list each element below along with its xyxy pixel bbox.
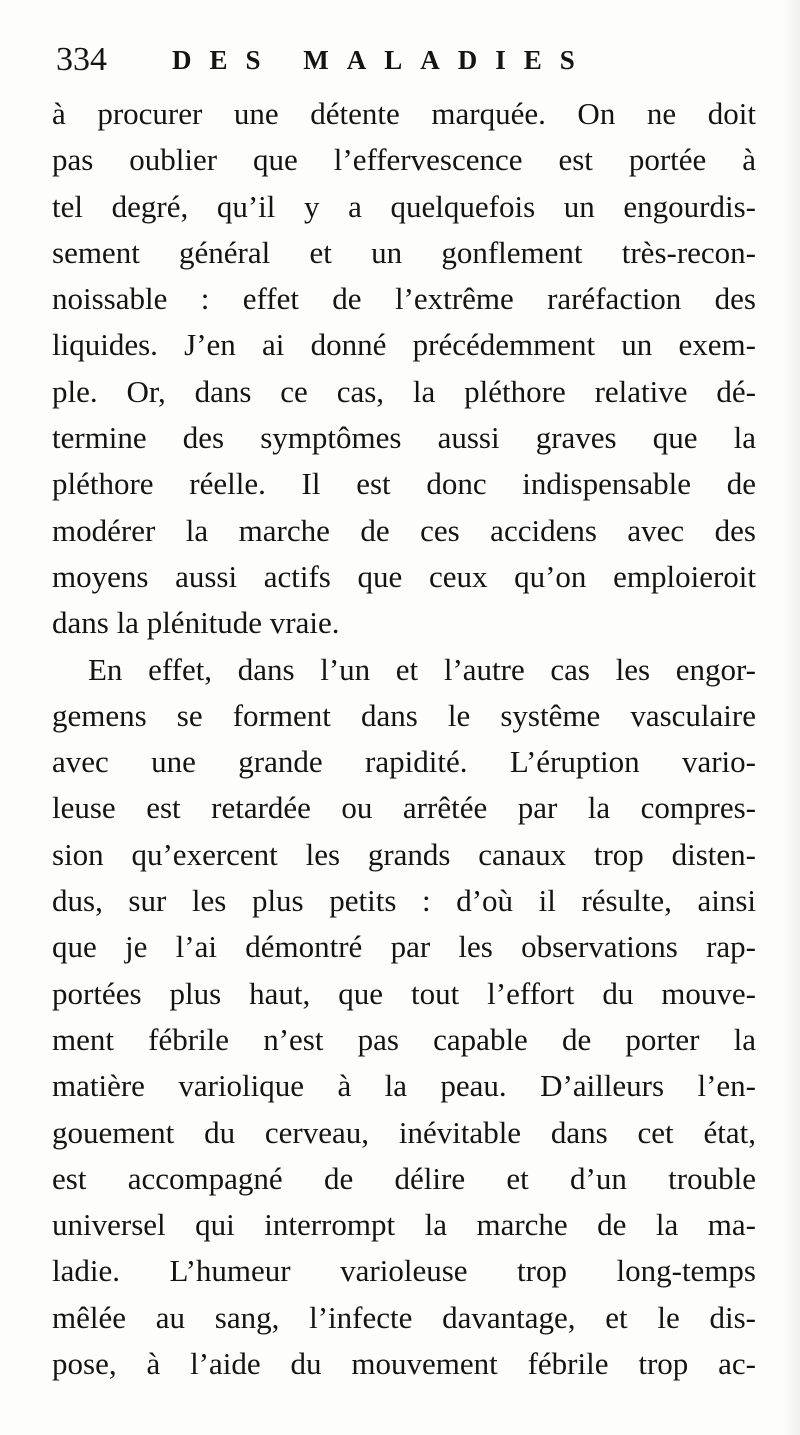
text-line: matière variolique à la peau. D’ailleurs l’en- [52,1068,756,1104]
text-line: tel degré, qu’il y a quelquefois un engourdis- [52,188,756,224]
text-line: modérer la marche de ces accidens avec des [52,512,756,548]
page-header [56,38,756,82]
text-line: ment fébrile n’est pas capable de porter la [52,1021,756,1057]
text-line: gouement du cerveau, inévitable dans cet état, [52,1114,756,1150]
body-text [52,91,756,1387]
text-line: ple. Or, dans ce cas, la pléthore relative dé- [52,373,756,409]
page-number: 334 [56,41,107,78]
text-line: avec une grande rapidité. L’éruption vario- [52,744,756,780]
text-line: sement général et un gonflement très-recon- [52,234,756,270]
text-line: gemens se forment dans le systême vasculaire [52,697,756,733]
text-line: est accompagné de délire et d’un trouble [52,1160,756,1196]
text-line: mêlée au sang, l’infecte davantage, et le dis- [52,1299,756,1335]
text-line: portées plus haut, que tout l’effort du mouve- [52,975,756,1011]
text-line: leuse est retardée ou arrêtée par la compres- [52,790,756,826]
page-edge-shadow [782,0,800,1435]
text-line: liquides. J’en ai donné précédemment un exem- [52,327,756,363]
text-line: termine des symptômes aussi graves que la [52,420,756,456]
text-line: dans la plénitude vraie. [52,605,340,641]
text-line: à procurer une détente marquée. On ne doit [52,96,756,131]
text-line: ladie. L’humeur varioleuse trop long-temps [52,1253,756,1289]
text-line: universel qui interrompt la marche de la ma- [52,1207,756,1243]
text-line: sion qu’exercent les grands canaux trop disten- [52,836,756,872]
text-line: moyens aussi actifs que ceux qu’on emploieroit [52,558,756,594]
text-line: noissable : effet de l’extrême raréfaction des [52,281,756,317]
text-line: pas oublier que l’effervescence est portée à [52,142,756,178]
text-line: pléthore réelle. Il est donc indispensable de [52,466,756,502]
text-line: que je l’ai démontré par les observations rap- [52,929,756,965]
text-line: En effet, dans l’un et l’autre cas les engor- [88,651,756,687]
text-line: dus, sur les plus petits : d’où il résulte, ainsi [52,883,756,919]
running-head: DES MALADIES [172,45,593,75]
text-line: pose, à l’aide du mouvement fébrile trop ac- [52,1346,756,1382]
